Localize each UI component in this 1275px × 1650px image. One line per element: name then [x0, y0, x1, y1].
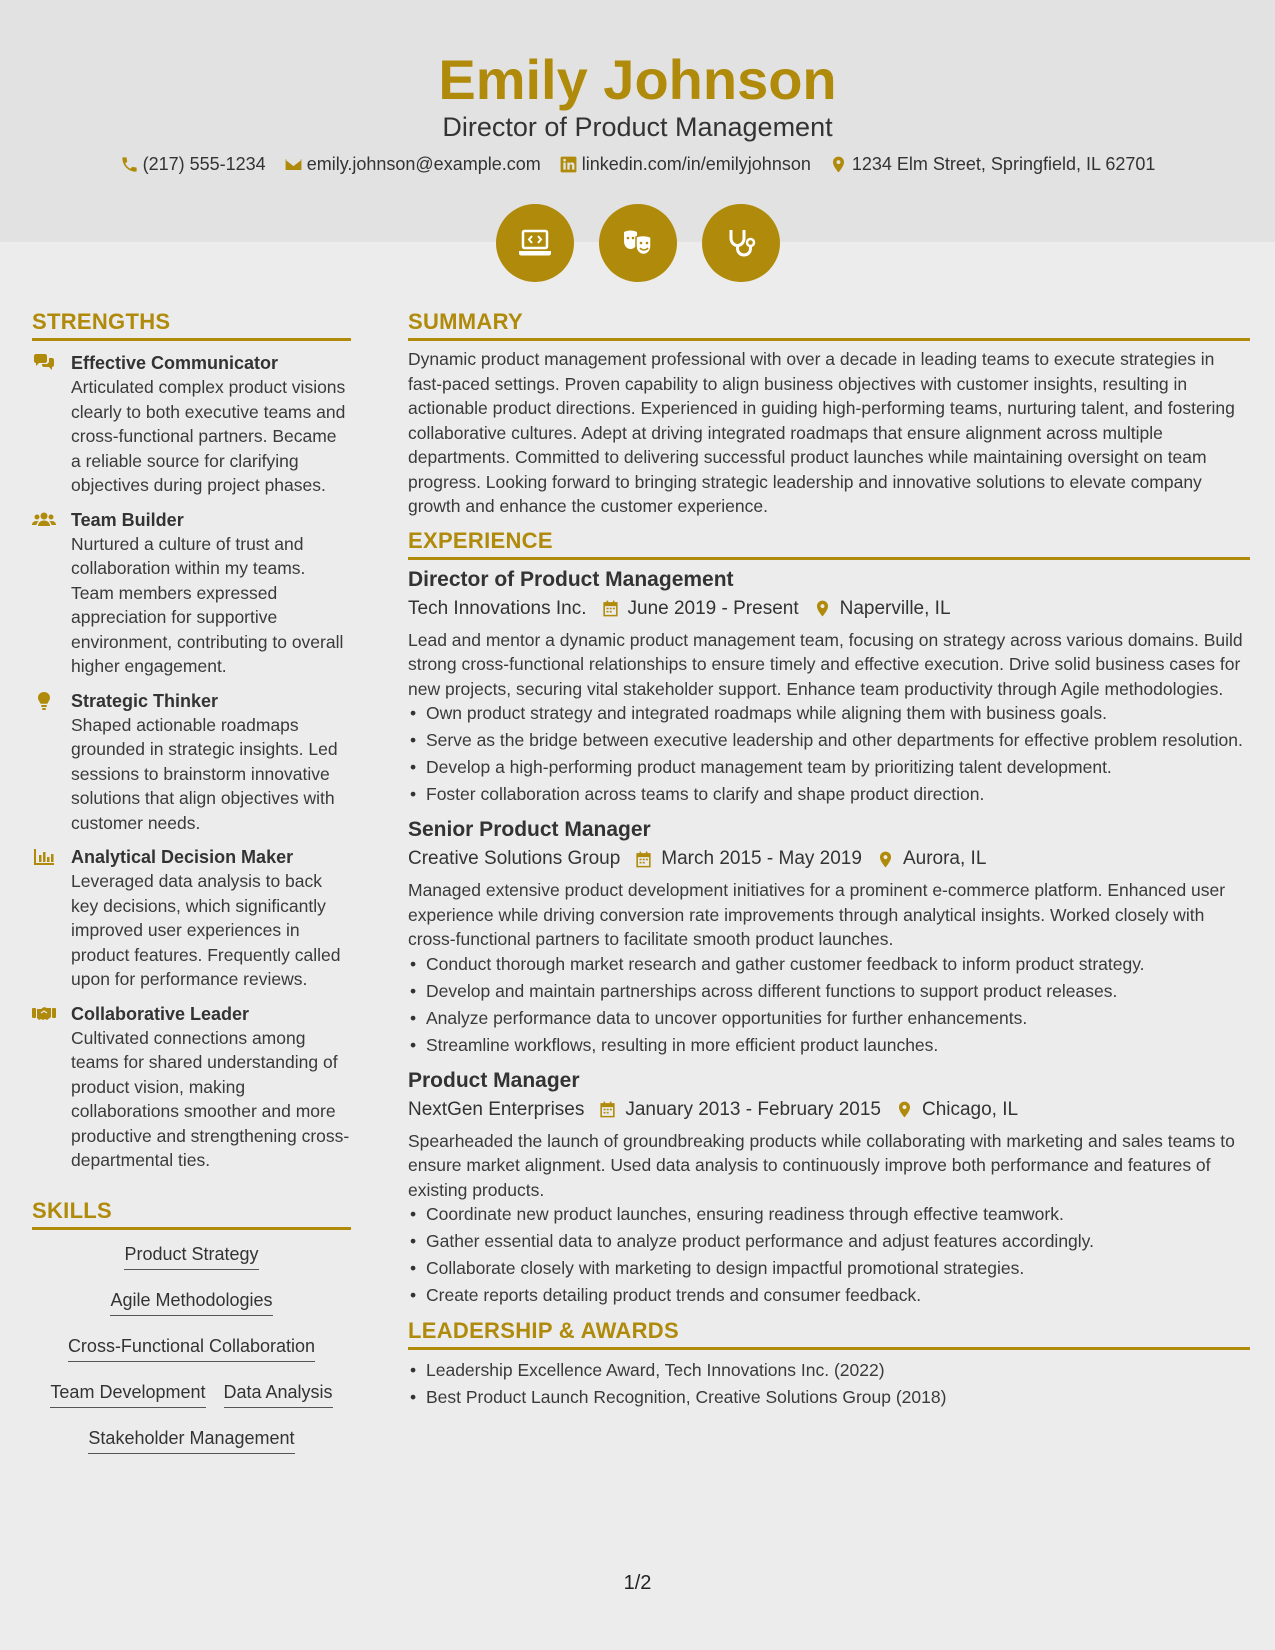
job-meta — [408, 846, 1250, 872]
badge-masks — [599, 204, 677, 282]
page-number: 1/2 — [623, 1572, 652, 1594]
calendar-icon — [601, 599, 620, 618]
calendar-icon — [598, 1100, 617, 1119]
skills-heading: SKILLS — [32, 1197, 351, 1230]
job-dates: March 2015 - May 2019 — [661, 848, 862, 869]
job-title: Director of Product Management — [408, 567, 734, 591]
map-marker-icon — [895, 1100, 914, 1119]
users-icon — [32, 510, 56, 530]
list-item: • Leadership Excellence Award, Tech Innovations Inc. (2022) — [408, 1358, 1250, 1382]
strength-item — [32, 351, 351, 498]
strength-desc: Shaped actionable roadmaps grounded in strategic insights. Led sessions to brainstorm innovative solutions that align objectives with customer needs. — [71, 714, 338, 833]
awards-list — [408, 1358, 1250, 1409]
skill-tag: Team Development — [50, 1380, 205, 1408]
job-desc: Lead and mentor a dynamic product management team, focusing on strategy across various domains. Build strong cross-functional relationships to ensure timely and effective execution. Drive solid business cases for new projects, securing vital stakeholder support. Enhance team productivity through Agile methodologies. — [408, 629, 1243, 699]
map-marker-icon — [829, 155, 848, 174]
candidate-title: Director of Product Management — [442, 112, 833, 142]
experience-heading: EXPERIENCE — [408, 527, 1250, 560]
list-item: • Own product strategy and integrated roadmaps while aligning them with business goals. — [408, 701, 1250, 725]
job-location: Aurora, IL — [902, 848, 987, 869]
list-item: • Analyze performance data to uncover opportunities for further enhancements. — [408, 1006, 1250, 1030]
handshake-icon — [32, 1004, 56, 1024]
chart-bar-icon — [32, 847, 56, 867]
phone-text: (217) 555-1234 — [142, 154, 266, 174]
badge-stethoscope — [702, 204, 780, 282]
contact-address — [829, 152, 1156, 176]
job-meta — [408, 596, 1250, 622]
list-item: • Coordinate new product launches, ensuring readiness through effective teamwork. — [408, 1202, 1250, 1226]
job-location: Naperville, IL — [839, 597, 951, 619]
job-desc: Spearheaded the launch of groundbreaking products while collaborating with marketing and sales teams to ensure market alignment. Used data analysis to continuously improve both performance and features of existing products. — [408, 1130, 1235, 1200]
linkedin-text: linkedin.com/in/emilyjohnson — [581, 154, 811, 174]
job-desc: Managed extensive product development initiatives for a prominent e-commerce platform. Enhanced user experience while driving conversion rate improvements through analytical insights. Worked closely with cross-functional partners to facilitate smooth product launches. — [408, 880, 1226, 949]
list-item: • Create reports detailing product trends and consumer feedback. — [408, 1283, 1250, 1307]
right-column — [408, 308, 1250, 1412]
skill-tag: Cross-Functional Collaboration — [68, 1334, 315, 1362]
job-bullets — [408, 952, 1250, 1057]
map-marker-icon — [876, 850, 895, 869]
job-meta — [408, 1097, 1250, 1123]
job-bullets — [408, 701, 1250, 806]
strength-item — [32, 689, 351, 836]
badge-row — [0, 204, 1275, 282]
calendar-icon — [634, 850, 653, 869]
envelope-icon — [284, 155, 303, 174]
strength-item — [32, 1002, 351, 1173]
strength-name: Collaborative Leader — [71, 1003, 250, 1024]
list-item: • Gather essential data to analyze product performance and adjust features accordingly. — [408, 1229, 1250, 1253]
job-dates: June 2019 - Present — [627, 597, 799, 619]
email-text: emily.johnson@example.com — [306, 154, 541, 174]
strength-item — [32, 845, 351, 992]
strength-desc: Articulated complex product visions clearly to both executive teams and cross-functional partners. Became a reliable source for clarifying objectives during project phases. — [71, 377, 346, 495]
candidate-name: Emily Johnson — [438, 48, 837, 111]
map-marker-icon — [813, 599, 832, 618]
job-company: Tech Innovations Inc. — [408, 597, 587, 619]
strength-desc: Cultivated connections among teams for shared understanding of product vision, making collaborations smoother and more productive and strengthening cross-departmental ties. — [71, 1027, 350, 1170]
summary-heading: SUMMARY — [408, 308, 1250, 341]
strengths-heading: STRENGTHS — [32, 308, 351, 341]
list-item: • Foster collaboration across teams to clarify and shape product direction. — [408, 782, 1250, 806]
skills-list — [32, 1242, 351, 1472]
job-entry — [408, 816, 1250, 1057]
strength-name: Analytical Decision Maker — [71, 847, 294, 867]
comments-icon — [32, 353, 56, 373]
strength-desc: Leveraged data analysis to back key decisions, which significantly improved user experiences in product features. Frequently called upon for performance reviews. — [71, 871, 341, 989]
list-item: • Serve as the bridge between executive leadership and other departments for effective problem resolution. — [408, 728, 1250, 752]
stethoscope-icon — [721, 223, 761, 263]
linkedin-icon — [559, 155, 578, 174]
list-item: • Streamline workflows, resulting in more efficient product launches. — [408, 1033, 1250, 1057]
left-column — [32, 308, 351, 1472]
theater-masks-icon — [618, 223, 658, 263]
contact-row — [0, 152, 1275, 176]
job-entry — [408, 1067, 1250, 1308]
laptop-code-icon — [515, 223, 555, 263]
skill-tag: Agile Methodologies — [110, 1288, 272, 1316]
skill-tag: Product Strategy — [124, 1242, 258, 1270]
contact-email[interactable] — [284, 152, 541, 176]
skill-tag: Data Analysis — [224, 1380, 333, 1408]
address-text: 1234 Elm Street, Springfield, IL 62701 — [851, 154, 1156, 174]
list-item: • Collaborate closely with marketing to design impactful promotional strategies. — [408, 1256, 1250, 1280]
list-item: • Best Product Launch Recognition, Creative Solutions Group (2018) — [408, 1385, 1250, 1409]
awards-heading: LEADERSHIP & AWARDS — [408, 1317, 1250, 1350]
job-company: Creative Solutions Group — [408, 848, 621, 869]
list-item: • Develop a high-performing product management team by prioritizing talent development. — [408, 755, 1250, 779]
contact-phone[interactable] — [120, 152, 266, 176]
lightbulb-icon — [32, 691, 56, 711]
job-entry — [408, 566, 1250, 807]
skill-tag: Stakeholder Management — [88, 1426, 294, 1454]
job-title: Product Manager — [408, 1068, 580, 1092]
list-item: • Develop and maintain partnerships across different functions to support product releases. — [408, 979, 1250, 1003]
job-title: Senior Product Manager — [408, 818, 651, 841]
strength-item — [32, 508, 351, 679]
strength-desc: Nurtured a culture of trust and collaboration within my teams. Team members expressed appreciation for supportive environment, contributing to overall higher engagement. — [71, 533, 344, 676]
strength-name: Effective Communicator — [71, 353, 279, 373]
list-item: • Conduct thorough market research and gather customer feedback to inform product strategy. — [408, 952, 1250, 976]
job-company: NextGen Enterprises — [408, 1098, 585, 1120]
strength-name: Strategic Thinker — [71, 690, 219, 711]
job-location: Chicago, IL — [921, 1098, 1019, 1120]
job-dates: January 2013 - February 2015 — [625, 1098, 881, 1120]
badge-laptop — [496, 204, 574, 282]
summary-text: Dynamic product management professional with over a decade in leading teams to execute strategies in fast-paced settings. Proven capability to align business objectives with customer insights, resulting in actionable product directions. Experienced in guiding high-performing teams, nurturing talent, and fostering collaborative cultures. Adept at driving integrated roadmaps that ensure alignment across multiple departments. Committed to delivering successful product launches while maintaining oversight on team progress. Looking forward to bringing strategic leadership and innovative solutions to elevate company growth and enhance the customer experience. — [408, 349, 1235, 516]
job-bullets — [408, 1202, 1250, 1307]
contact-linkedin[interactable] — [559, 152, 811, 176]
strength-name: Team Builder — [71, 509, 184, 530]
phone-icon — [120, 155, 139, 174]
